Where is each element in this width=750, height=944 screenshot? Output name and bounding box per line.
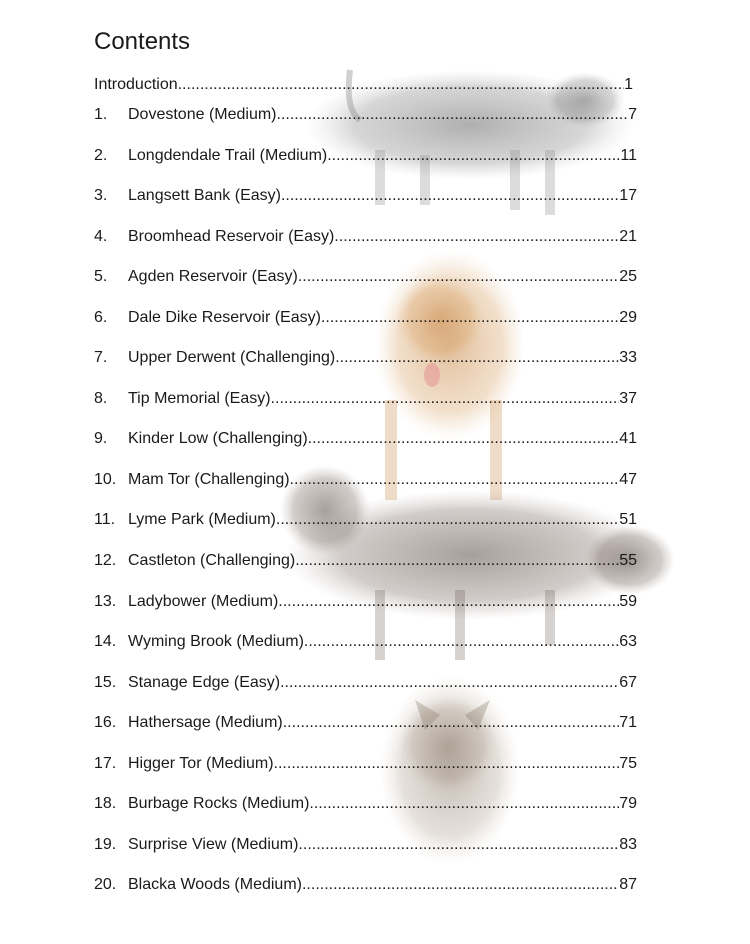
toc-entry[interactable] [94, 633, 637, 653]
entry-page-number: 33 [619, 349, 637, 366]
entry-number: 14. [94, 633, 117, 650]
entry-page-number: 51 [619, 511, 637, 528]
toc-entry[interactable] [94, 714, 637, 734]
entry-number: 1. [94, 106, 108, 123]
entry-label: Higger Tor (Medium) [128, 755, 274, 772]
entry-number: 9. [94, 430, 108, 447]
entry-label: Kinder Low (Challenging) [128, 430, 308, 447]
entry-page-number: 41 [619, 430, 637, 447]
dot-leader [283, 714, 619, 732]
dot-leader [281, 187, 619, 205]
entry-number: 17. [94, 755, 117, 772]
toc-entry[interactable] [94, 552, 637, 572]
dot-leader [276, 511, 619, 529]
dot-leader [309, 795, 619, 813]
entry-number: 7. [94, 349, 108, 366]
toc-entry[interactable] [94, 674, 637, 694]
entry-page-number: 63 [619, 633, 637, 650]
entry-number: 12. [94, 552, 117, 569]
entry-page-number: 67 [619, 674, 637, 691]
entry-label: Introduction [94, 76, 178, 93]
dot-leader [302, 876, 619, 894]
toc-entry[interactable] [94, 593, 637, 613]
dot-leader [277, 106, 629, 124]
toc-entry[interactable] [94, 471, 637, 491]
toc-entry[interactable] [94, 187, 637, 207]
dot-leader [295, 552, 619, 570]
dot-leader [298, 836, 619, 854]
entry-label: Broomhead Reservoir (Easy) [128, 228, 335, 245]
entry-label: Burbage Rocks (Medium) [128, 795, 310, 812]
page-title: Contents [94, 28, 191, 55]
toc-entry[interactable] [94, 511, 637, 531]
entry-label: Tip Memorial (Easy) [128, 390, 271, 407]
entry-label: Stanage Edge (Easy) [128, 674, 281, 691]
entry-label: Longdendale Trail (Medium) [128, 147, 328, 164]
entry-page-number: 37 [619, 390, 637, 407]
entry-number: 5. [94, 268, 108, 285]
entry-page-number: 25 [619, 268, 637, 285]
entry-page-number: 59 [619, 593, 637, 610]
toc-entry[interactable] [94, 349, 637, 369]
entry-number: 20. [94, 876, 117, 893]
dot-leader [298, 268, 619, 286]
toc-entry[interactable] [94, 755, 637, 775]
dot-leader [308, 430, 620, 448]
entry-page-number: 83 [619, 836, 637, 853]
entry-number: 6. [94, 309, 108, 326]
entry-label: Mam Tor (Challenging) [128, 471, 290, 488]
toc-entry[interactable] [94, 147, 637, 167]
entry-label: Lyme Park (Medium) [128, 511, 276, 528]
dot-leader [304, 633, 619, 651]
dot-leader [280, 674, 619, 692]
entry-number: 10. [94, 471, 117, 488]
dot-leader [178, 76, 624, 94]
entry-number: 16. [94, 714, 117, 731]
entry-page-number: 55 [619, 552, 637, 569]
entry-number: 18. [94, 795, 117, 812]
dot-leader [321, 309, 619, 327]
entry-page-number: 29 [619, 309, 637, 326]
dot-leader [335, 349, 619, 367]
entry-number: 3. [94, 187, 108, 204]
toc-entry-introduction[interactable] [94, 76, 633, 96]
entry-number: 13. [94, 593, 117, 610]
dot-leader [290, 471, 620, 489]
entry-page-number: 21 [619, 228, 637, 245]
entry-page-number: 87 [619, 876, 637, 893]
entry-page-number: 7 [628, 106, 637, 123]
entry-label: Hathersage (Medium) [128, 714, 283, 731]
entry-label: Ladybower (Medium) [128, 593, 279, 610]
table-of-contents [94, 26, 638, 893]
toc-entry[interactable] [94, 309, 637, 329]
entry-page-number: 11 [620, 147, 637, 164]
dot-leader [278, 593, 619, 611]
entry-number: 11. [94, 511, 116, 528]
toc-entry[interactable] [94, 836, 637, 856]
toc-entry[interactable] [94, 268, 637, 288]
entry-label: Dovestone (Medium) [128, 106, 277, 123]
entry-page-number: 71 [619, 714, 637, 731]
dot-leader [271, 390, 620, 408]
entry-number: 19. [94, 836, 117, 853]
toc-entry[interactable] [94, 390, 637, 410]
entry-page-number: 47 [619, 471, 637, 488]
entry-page-number: 1 [624, 76, 633, 93]
toc-entry[interactable] [94, 228, 637, 248]
toc-entry[interactable] [94, 876, 637, 896]
entry-page-number: 75 [619, 755, 637, 772]
dot-leader [327, 147, 620, 165]
toc-entry[interactable] [94, 106, 637, 126]
toc-entry[interactable] [94, 430, 637, 450]
entry-label: Wyming Brook (Medium) [128, 633, 304, 650]
entry-label: Blacka Woods (Medium) [128, 876, 302, 893]
entry-label: Surprise View (Medium) [128, 836, 299, 853]
entry-number: 8. [94, 390, 108, 407]
entry-page-number: 79 [619, 795, 637, 812]
entry-number: 2. [94, 147, 108, 164]
toc-entry[interactable] [94, 795, 637, 815]
entry-label: Upper Derwent (Challenging) [128, 349, 336, 366]
entry-label: Langsett Bank (Easy) [128, 187, 281, 204]
dot-leader [334, 228, 619, 246]
dot-leader [274, 755, 620, 773]
entry-page-number: 17 [619, 187, 637, 204]
entry-number: 15. [94, 674, 117, 691]
entry-number: 4. [94, 228, 108, 245]
entry-label: Dale Dike Reservoir (Easy) [128, 309, 321, 326]
entry-label: Castleton (Challenging) [128, 552, 296, 569]
entry-label: Agden Reservoir (Easy) [128, 268, 298, 285]
